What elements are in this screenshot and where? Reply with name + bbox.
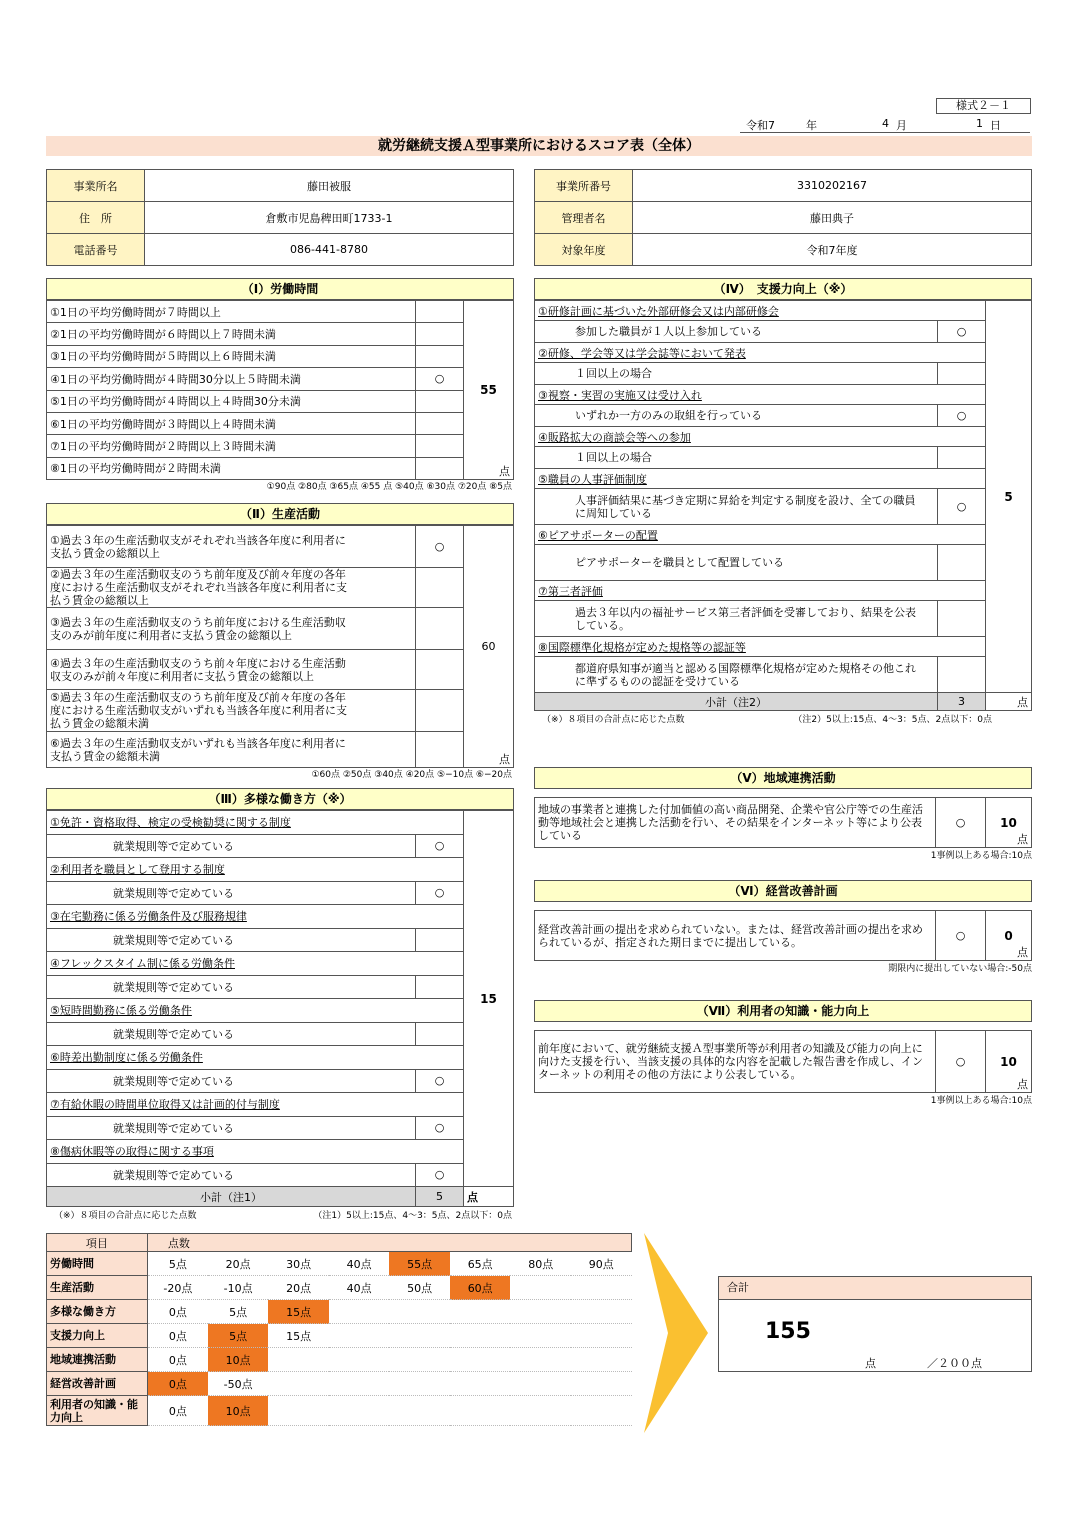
summary-cell <box>510 1372 571 1396</box>
summary-cell: 50点 <box>389 1276 450 1300</box>
unit: 点 <box>499 753 510 766</box>
labor-item: ④1日の平均労働時間が４時間30分以上５時間未満 <box>47 368 416 390</box>
mark-cell: ○ <box>416 834 464 858</box>
form-number: 様式２－１ <box>936 98 1031 114</box>
group-heading: ②利用者を職員として登用する制度 <box>47 858 464 882</box>
summary-cell: 20点 <box>268 1276 329 1300</box>
production-item: ①過去３年の生産活動収支がそれぞれ当該各年度に利用者に支払う賃金の総額以上 <box>47 526 416 568</box>
section-regional <box>534 767 1032 861</box>
group-text: ピアサポーターを職員として配置している <box>535 545 938 581</box>
group-text: 就業規則等で定めている <box>47 1069 416 1093</box>
summary-label: 経営改善計画 <box>47 1372 148 1396</box>
mark-cell: ○ <box>938 489 986 525</box>
group-heading: ①免許・資格取得、検定の受検勧奨に関する制度 <box>47 811 464 835</box>
group-heading: ⑧国際標準化規格が定めた規格等の認証等 <box>535 637 986 657</box>
summary-header: 点数 <box>147 1234 631 1252</box>
subtotal-value: 5 <box>416 1187 464 1207</box>
section-title: （Ⅲ）多様な働き方（※） <box>46 788 514 810</box>
group-text: 過去３年以内の福祉サービス第三者評価を受審しており、結果を公表している。 <box>535 601 938 637</box>
summary-cell: 40点 <box>329 1276 390 1300</box>
section-title: （Ⅴ）地域連携活動 <box>534 767 1032 789</box>
info-value: 086-441-8780 <box>145 234 514 266</box>
summary-cell <box>571 1276 632 1300</box>
mark-cell <box>938 545 986 581</box>
section-management <box>534 880 1032 974</box>
mark-cell <box>416 928 464 952</box>
mark-cell: ○ <box>416 1163 464 1187</box>
summary-cell <box>329 1372 390 1396</box>
summary-cell <box>510 1276 571 1300</box>
production-item: ⑤過去３年の生産活動収支のうち前年度及び前々年度の各年度における生産活動収支がいずれも当該各年度に利用者に支払う賃金の総額未満 <box>47 690 416 732</box>
group-text: いずれか一方のみの取組を行っている <box>535 405 938 427</box>
arrow-right-icon <box>640 1233 712 1433</box>
summary-cell <box>450 1300 511 1324</box>
score-value: 10 <box>1000 1054 1017 1069</box>
mark-cell <box>938 447 986 469</box>
total-label: 合計 <box>719 1277 1031 1300</box>
summary-cell: -10点 <box>208 1276 269 1300</box>
date-row: 令和7 年 4 月 1 日 <box>740 117 1030 133</box>
summary-cell: 0点 <box>147 1324 208 1348</box>
info-label: 事業所番号 <box>535 170 633 202</box>
unit: 点 <box>499 465 510 479</box>
section-diverse-work <box>46 788 514 1221</box>
summary-cell: 65点 <box>450 1252 511 1276</box>
production-item: ②過去３年の生産活動収支のうち前年度及び前々年度の各年度における生産活動収支がそれぞれ当該各年度に利用者に支払う賃金の総額以上 <box>47 568 416 608</box>
total-unit: 点 <box>865 1357 876 1370</box>
group-text: 就業規則等で定めている <box>47 1163 416 1187</box>
labor-score <box>464 301 514 480</box>
summary-cell: 20点 <box>208 1252 269 1276</box>
labor-item: ②1日の平均労働時間が６時間以上７時間未満 <box>47 323 416 345</box>
summary-label: 多様な働き方 <box>47 1300 148 1324</box>
summary-cell <box>450 1372 511 1396</box>
info-value: 倉敷市児島稗田町1733-1 <box>145 202 514 234</box>
section-knowledge <box>534 1000 1032 1106</box>
summary-cell: 0点 <box>147 1348 208 1372</box>
group-text: 参加した職員が１人以上参加している <box>535 321 938 343</box>
section-score <box>986 911 1032 961</box>
labor-note: ①90点 ②80点 ③65点 ④55 点 ⑤40点 ⑥30点 ⑦20点 ⑧5点 <box>266 482 512 493</box>
mark-cell <box>938 601 986 637</box>
mark-cell <box>416 345 464 367</box>
section-labor-hours <box>46 278 514 494</box>
info-label: 電話番号 <box>47 234 145 266</box>
summary-cell: 10点 <box>208 1348 269 1372</box>
summary-cell <box>268 1396 329 1426</box>
mark-cell: ○ <box>416 368 464 390</box>
labor-item: ⑧1日の平均労働時間が２時間未満 <box>47 457 416 479</box>
group-text: 就業規則等で定めている <box>47 881 416 905</box>
group-heading: ⑤短時間勤務に係る労働条件 <box>47 999 464 1023</box>
mark-cell <box>416 323 464 345</box>
info-label: 事業所名 <box>47 170 145 202</box>
group-heading: ⑦第三者評価 <box>535 581 986 601</box>
mark-cell <box>416 608 464 650</box>
group-text: 就業規則等で定めている <box>47 928 416 952</box>
mark-cell <box>416 732 464 768</box>
info-row <box>47 170 514 202</box>
mark-cell <box>416 301 464 323</box>
group-text: 就業規則等で定めている <box>47 1116 416 1140</box>
score-value: 55 <box>480 383 497 398</box>
summary-table <box>46 1233 632 1426</box>
mark-cell <box>938 363 986 385</box>
unit: 点 <box>464 1187 514 1207</box>
subtotal-value: 3 <box>938 693 986 711</box>
summary-cell <box>450 1324 511 1348</box>
summary-cell: 5点 <box>208 1300 269 1324</box>
mark-cell: ○ <box>938 405 986 427</box>
labor-item: ⑦1日の平均労働時間が２時間以上３時間未満 <box>47 435 416 457</box>
total-value: 155 <box>765 1319 811 1344</box>
section-production <box>46 503 514 782</box>
summary-cell <box>510 1396 571 1426</box>
subtotal-label: 小計（注2） <box>535 693 938 711</box>
info-label: 管理者名 <box>535 202 633 234</box>
section-note: 1事例以上ある場合:10点 <box>930 851 1032 861</box>
note-right: （注1）5以上:15点、4～3：5点、2点以下：0点 <box>313 1211 512 1221</box>
summary-cell <box>329 1348 390 1372</box>
production-note: ①60点 ②50点 ③40点 ④20点 ⑤−10点 ⑥−20点 <box>311 770 512 780</box>
summary-cell: 80点 <box>510 1252 571 1276</box>
summary-cell: -50点 <box>208 1372 269 1396</box>
info-label: 住 所 <box>47 202 145 234</box>
section-title: （Ⅵ）経営改善計画 <box>534 880 1032 902</box>
summary-cell: 90点 <box>571 1252 632 1276</box>
summary-cell: 60点 <box>450 1276 511 1300</box>
summary-cell: 55点 <box>389 1252 450 1276</box>
note-left: （※）８項目の合計点に応じた点数 <box>54 1211 197 1221</box>
group-heading: ④販路拡大の商談会等への参加 <box>535 427 986 447</box>
info-row <box>535 170 1032 202</box>
summary-cell: 5点 <box>208 1324 269 1348</box>
summary-label: 生産活動 <box>47 1276 148 1300</box>
summary-cell: 0点 <box>147 1300 208 1324</box>
mark-cell <box>416 975 464 999</box>
unit: 点 <box>986 693 1032 711</box>
info-left <box>46 169 514 266</box>
section-title: （Ⅱ）生産活動 <box>46 503 514 525</box>
mark-cell: ○ <box>416 526 464 568</box>
summary-cell <box>571 1396 632 1426</box>
summary-cell <box>389 1300 450 1324</box>
section-score <box>986 798 1032 848</box>
mark-cell <box>416 412 464 434</box>
mark-cell <box>416 457 464 479</box>
group-heading: ③在宅勤務に係る労働条件及び服務規律 <box>47 905 464 929</box>
mark-cell <box>416 1022 464 1046</box>
info-row <box>535 234 1032 266</box>
score-value: 10 <box>1000 815 1017 830</box>
labor-item: ③1日の平均労働時間が５時間以上６時間未満 <box>47 345 416 367</box>
mark-cell <box>416 650 464 690</box>
summary-cell <box>571 1348 632 1372</box>
unit: 点 <box>1017 946 1028 959</box>
mark-cell: ○ <box>936 798 986 848</box>
info-row <box>47 234 514 266</box>
group-heading: ③視察・実習の実施又は受け入れ <box>535 385 986 405</box>
score-value: 60 <box>481 640 496 653</box>
mark-cell <box>416 690 464 732</box>
summary-cell <box>268 1348 329 1372</box>
section-note: 1事例以上ある場合:10点 <box>930 1096 1032 1106</box>
mark-cell <box>416 390 464 412</box>
group-text: 人事評価結果に基づき定期に昇給を判定する制度を設け、全ての職員に周知している <box>535 489 938 525</box>
summary-cell <box>389 1396 450 1426</box>
production-item: ④過去３年の生産活動収支のうち前々年度における生産活動収支のみが前々年度に利用者に支払う賃金の総額以上 <box>47 650 416 690</box>
summary-cell: 15点 <box>268 1324 329 1348</box>
info-value: 藤田被服 <box>145 170 514 202</box>
summary-cell <box>450 1396 511 1426</box>
group-text: １回以上の場合 <box>535 363 938 385</box>
summary-cell <box>450 1348 511 1372</box>
summary-cell: 5点 <box>147 1252 208 1276</box>
section-note: 期限内に提出していない場合:-50点 <box>888 964 1032 974</box>
mark-cell: ○ <box>936 911 986 961</box>
score-value: 0 <box>1004 928 1013 943</box>
summary-cell <box>510 1300 571 1324</box>
section-score <box>986 1031 1032 1093</box>
mark-cell <box>938 657 986 693</box>
group-heading: ①研修計画に基づいた外部研修会又は内部研修会 <box>535 301 986 321</box>
group-text: 都道府県知事が適当と認める国際標準化規格が定めた規格その他これに準ずるものの認証を受けている <box>535 657 938 693</box>
summary-cell <box>329 1300 390 1324</box>
mark-cell: ○ <box>938 321 986 343</box>
page-title: 就労継続支援Ａ型事業所におけるスコア表（全体） <box>46 136 1032 156</box>
mark-cell <box>416 435 464 457</box>
unit: 点 <box>1017 1078 1028 1091</box>
labor-item: ⑤1日の平均労働時間が４時間以上４時間30分未満 <box>47 390 416 412</box>
section-text: 前年度において、就労継続支援Ａ型事業所等が利用者の知識及び能力の向上に向けた支援を行い、当該支援の具体的な内容を記載した報告書を作成し、インターネットの利用その他の方法により公表している。 <box>535 1031 936 1093</box>
section-title: （Ⅶ）利用者の知識・能力向上 <box>534 1000 1032 1022</box>
summary-cell <box>389 1324 450 1348</box>
group-heading: ⑧傷病休暇等の取得に関する事項 <box>47 1140 464 1164</box>
note-right: （注2）5以上:15点、4～3：5点、2点以下：0点 <box>793 715 992 725</box>
summary-cell: 40点 <box>329 1252 390 1276</box>
summary-cell: -20点 <box>147 1276 208 1300</box>
summary-cell <box>510 1348 571 1372</box>
subtotal-label: 小計（注1） <box>47 1187 416 1207</box>
production-item: ⑥過去３年の生産活動収支がいずれも当該各年度に利用者に支払う賃金の総額未満 <box>47 732 416 768</box>
summary-label: 労働時間 <box>47 1252 148 1276</box>
summary-cell: 10点 <box>208 1396 269 1426</box>
summary-cell <box>389 1372 450 1396</box>
group-heading: ④フレックスタイム制に係る労働条件 <box>47 952 464 976</box>
info-label: 対象年度 <box>535 234 633 266</box>
summary-cell <box>268 1372 329 1396</box>
total-box <box>718 1276 1032 1372</box>
group-heading: ⑥ピアサポーターの配置 <box>535 525 986 545</box>
mark-cell: ○ <box>416 1069 464 1093</box>
labor-item: ①1日の平均労働時間が７時間以上 <box>47 301 416 323</box>
info-row <box>535 202 1032 234</box>
summary-label: 支援力向上 <box>47 1324 148 1348</box>
group-text: 就業規則等で定めている <box>47 975 416 999</box>
info-right <box>534 169 1032 266</box>
mark-cell: ○ <box>416 1116 464 1140</box>
labor-item: ⑥1日の平均労働時間が３時間以上４時間未満 <box>47 412 416 434</box>
summary-cell <box>571 1300 632 1324</box>
group-text: 就業規則等で定めている <box>47 1022 416 1046</box>
info-value: 藤田典子 <box>633 202 1032 234</box>
section-text: 地域の事業者と連携した付加価値の高い商品開発、企業や官公庁等での生産活動等地域社会と連携した活動を行い、その結果をインターネット等により公表している <box>535 798 936 848</box>
summary-cell: 15点 <box>268 1300 329 1324</box>
summary-label: 利用者の知識・能力向上 <box>47 1396 148 1426</box>
summary-cell <box>571 1324 632 1348</box>
summary-cell <box>329 1396 390 1426</box>
section-text: 経営改善計画の提出を求められていない。または、経営改善計画の提出を求められているが、指定された期日までに提出している。 <box>535 911 936 961</box>
info-value: 令和7年度 <box>633 234 1032 266</box>
group-heading: ⑤職員の人事評価制度 <box>535 469 986 489</box>
mark-cell: ○ <box>416 881 464 905</box>
production-score <box>464 526 514 768</box>
summary-label: 地域連携活動 <box>47 1348 148 1372</box>
summary-cell: 30点 <box>268 1252 329 1276</box>
group-heading: ⑦有給休暇の時間単位取得又は計画的付与制度 <box>47 1093 464 1117</box>
section-support <box>534 278 1032 725</box>
summary-cell: 0点 <box>147 1372 208 1396</box>
summary-cell <box>510 1324 571 1348</box>
summary-cell <box>329 1324 390 1348</box>
group-text: １回以上の場合 <box>535 447 938 469</box>
summary-cell: 0点 <box>147 1396 208 1426</box>
info-row <box>47 202 514 234</box>
group-heading: ⑥時差出勤制度に係る労働条件 <box>47 1046 464 1070</box>
total-max: ／２００点 <box>927 1357 982 1370</box>
summary-cell <box>389 1348 450 1372</box>
section-title: （Ⅳ） 支援力向上（※） <box>534 278 1032 300</box>
group-heading: ②研修、学会等又は学会誌等において発表 <box>535 343 986 363</box>
mark-cell: ○ <box>936 1031 986 1093</box>
summary-header: 項目 <box>47 1234 148 1252</box>
note-left: （※）８項目の合計点に応じた点数 <box>542 715 685 725</box>
summary-cell <box>571 1372 632 1396</box>
diverse-score: 15 <box>464 811 514 1187</box>
group-text: 就業規則等で定めている <box>47 834 416 858</box>
info-value: 3310202167 <box>633 170 1032 202</box>
support-score: 5 <box>986 301 1032 693</box>
production-item: ③過去３年の生産活動収支のうち前年度における生産活動収支のみが前年度に利用者に支払う賃金の総額以上 <box>47 608 416 650</box>
unit: 点 <box>1017 833 1028 846</box>
section-title: （Ⅰ）労働時間 <box>46 278 514 300</box>
mark-cell <box>416 568 464 608</box>
